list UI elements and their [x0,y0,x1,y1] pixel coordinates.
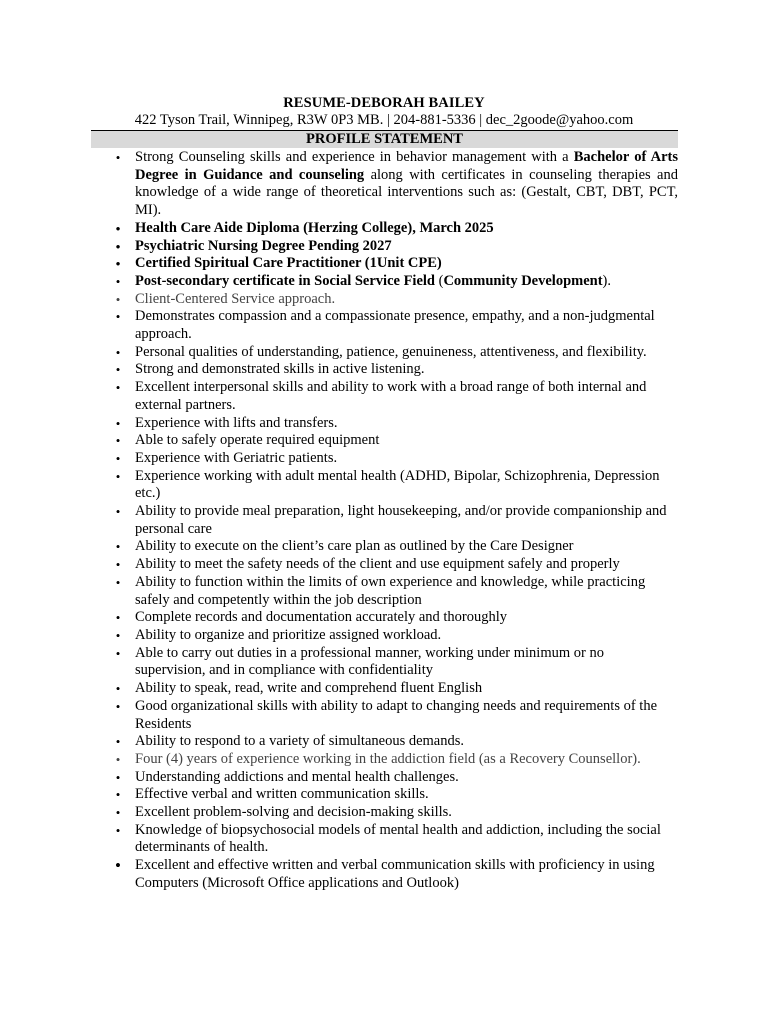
list-item [113,698,678,733]
bullet-icon: • [115,150,121,165]
item-text: along with certificates in counseling therapies and knowledge of a wide range of theoretical interventions such as: (Gestalt, CBT, DBT, PCT, MI). [135,166,678,219]
item-text-bold: Bachelor of Arts Degree in Guidance and counseling [135,149,679,183]
item-text: Ability to execute on the client’s care plan as outlined by the Care Designer [135,538,574,555]
item-text: Ability to meet the safety needs of the client and use equipment safely and properly [135,556,620,573]
list-item [113,733,678,751]
bullet-icon: • [115,856,121,876]
bullet-icon: • [115,822,121,838]
list-item [113,149,678,220]
bullet-icon: • [115,468,121,484]
list-item [113,361,678,379]
item-text: Certified Spiritual Care Practitioner (1Unit CPE) [135,255,442,272]
item-text: Health Care Aide Diploma (Herzing College), March 2025 [135,219,494,236]
profile-statement-list [113,149,678,893]
bullet-icon: • [115,415,121,431]
bullet-icon: • [115,751,121,767]
bullet-icon: • [115,769,121,785]
bullet-icon: • [115,681,121,697]
list-item [113,609,678,627]
list-item [113,769,678,787]
bullet-icon: • [115,698,121,714]
item-text: Excellent problem-solving and decision-making skills. [135,804,452,821]
item-text: Strong and demonstrated skills in active listening. [135,361,425,378]
bullet-icon: • [115,805,121,821]
item-text: Ability to organize and prioritize assigned workload. [135,626,442,643]
item-text: Complete records and documentation accurately and thoroughly [135,609,508,626]
bullet-icon: • [115,380,121,396]
list-item [113,415,678,433]
list-item [113,255,678,273]
list-item [113,238,678,256]
list-item [113,857,678,892]
bullet-icon: • [115,557,121,573]
contact-line: 422 Tyson Trail, Winnipeg, R3W 0P3 MB. | 204-881-5336 | dec_2goode@yahoo.com [134,112,634,128]
list-item [113,538,678,556]
item-text: ). [602,272,612,289]
item-text: Ability to provide meal preparation, light housekeeping, and/or provide companionship and personal care [135,503,667,537]
list-item [113,804,678,822]
list-item [113,450,678,468]
item-text: Ability to function within the limits of own experience and knowledge, while practicing safely and competently within the job description [135,573,646,608]
bullet-icon: • [115,574,121,590]
item-text: Experience working with adult mental health (ADHD, Bipolar, Schizophrenia, Depression etc.) [135,467,660,502]
list-item [113,273,678,291]
list-item [113,220,678,238]
bullet-icon: • [115,256,121,272]
item-text: Excellent and effective written and verbal communication skills with proficiency in using Computers (Microsoft Office applications and Outlook) [135,857,655,891]
bullet-icon: • [115,787,121,803]
item-text: Excellent interpersonal skills and ability to work with a broad range of both internal and external partners. [135,379,647,413]
item-text: Strong Counseling skills and experience in behavior management with a [135,149,574,165]
bullet-icon: • [115,344,121,360]
list-item [113,556,678,574]
list-item [113,751,678,769]
bullet-icon: • [115,504,121,520]
list-item [113,822,678,857]
bullet-icon: • [115,645,121,661]
item-text-bold: Community Development [443,272,603,289]
item-text: Ability to respond to a variety of simultaneous demands. [135,733,465,750]
bullet-icon: • [115,539,121,555]
list-item [113,645,678,680]
list-item [113,786,678,804]
item-text: Personal qualities of understanding, patience, genuineness, attentiveness, and flexibility. [135,343,647,360]
bullet-icon: • [115,273,121,289]
list-item [113,308,678,343]
bullet-icon: • [115,433,121,449]
bullet-icon: • [115,610,121,626]
item-text: Effective verbal and written communication skills. [135,786,429,803]
item-text: Able to carry out duties in a professional manner, working under minimum or no supervision, and in compliance with confidentiality [135,644,604,679]
resume-title: RESUME-DEBORAH BAILEY [283,95,485,111]
list-item [113,291,678,309]
list-item [113,680,678,698]
item-text: Demonstrates compassion and a compassionate presence, empathy, and a non-judgmental approach. [135,308,655,343]
item-text-bold: Post-secondary certificate in Social Service Field [135,272,435,289]
list-item [113,379,678,414]
item-text: Client-Centered Service approach. [135,290,336,307]
item-text: Experience with Geriatric patients. [135,449,338,466]
item-text: Psychiatric Nursing Degree Pending 2027 [135,237,392,254]
list-item [113,344,678,362]
bullet-icon: • [115,220,121,236]
bullet-icon: • [115,627,121,643]
list-item [113,503,678,538]
section-header-profile-statement: PROFILE STATEMENT [91,130,678,148]
list-item [113,574,678,609]
list-item [113,432,678,450]
list-item [113,468,678,503]
bullet-icon: • [115,291,121,307]
item-text: Four (4) years of experience working in the addiction field (as a Recovery Counsellor). [135,750,641,767]
item-text: Ability to speak, read, write and comprehend fluent English [135,680,483,697]
list-item [113,627,678,645]
bullet-icon: • [115,450,121,466]
item-text: Experience with lifts and transfers. [135,414,338,431]
item-text: Good organizational skills with ability to adapt to changing needs and requirements of the Residents [135,697,658,732]
bullet-icon: • [115,309,121,325]
item-text: Understanding addictions and mental health challenges. [135,768,459,785]
bullet-icon: • [115,734,121,750]
item-text: ( [434,272,444,289]
bullet-icon: • [115,238,121,254]
bullet-icon: • [115,362,121,378]
item-text: Knowledge of biopsychosocial models of mental health and addiction, including the social determinants of health. [135,821,661,856]
item-text: Able to safely operate required equipment [135,432,380,449]
